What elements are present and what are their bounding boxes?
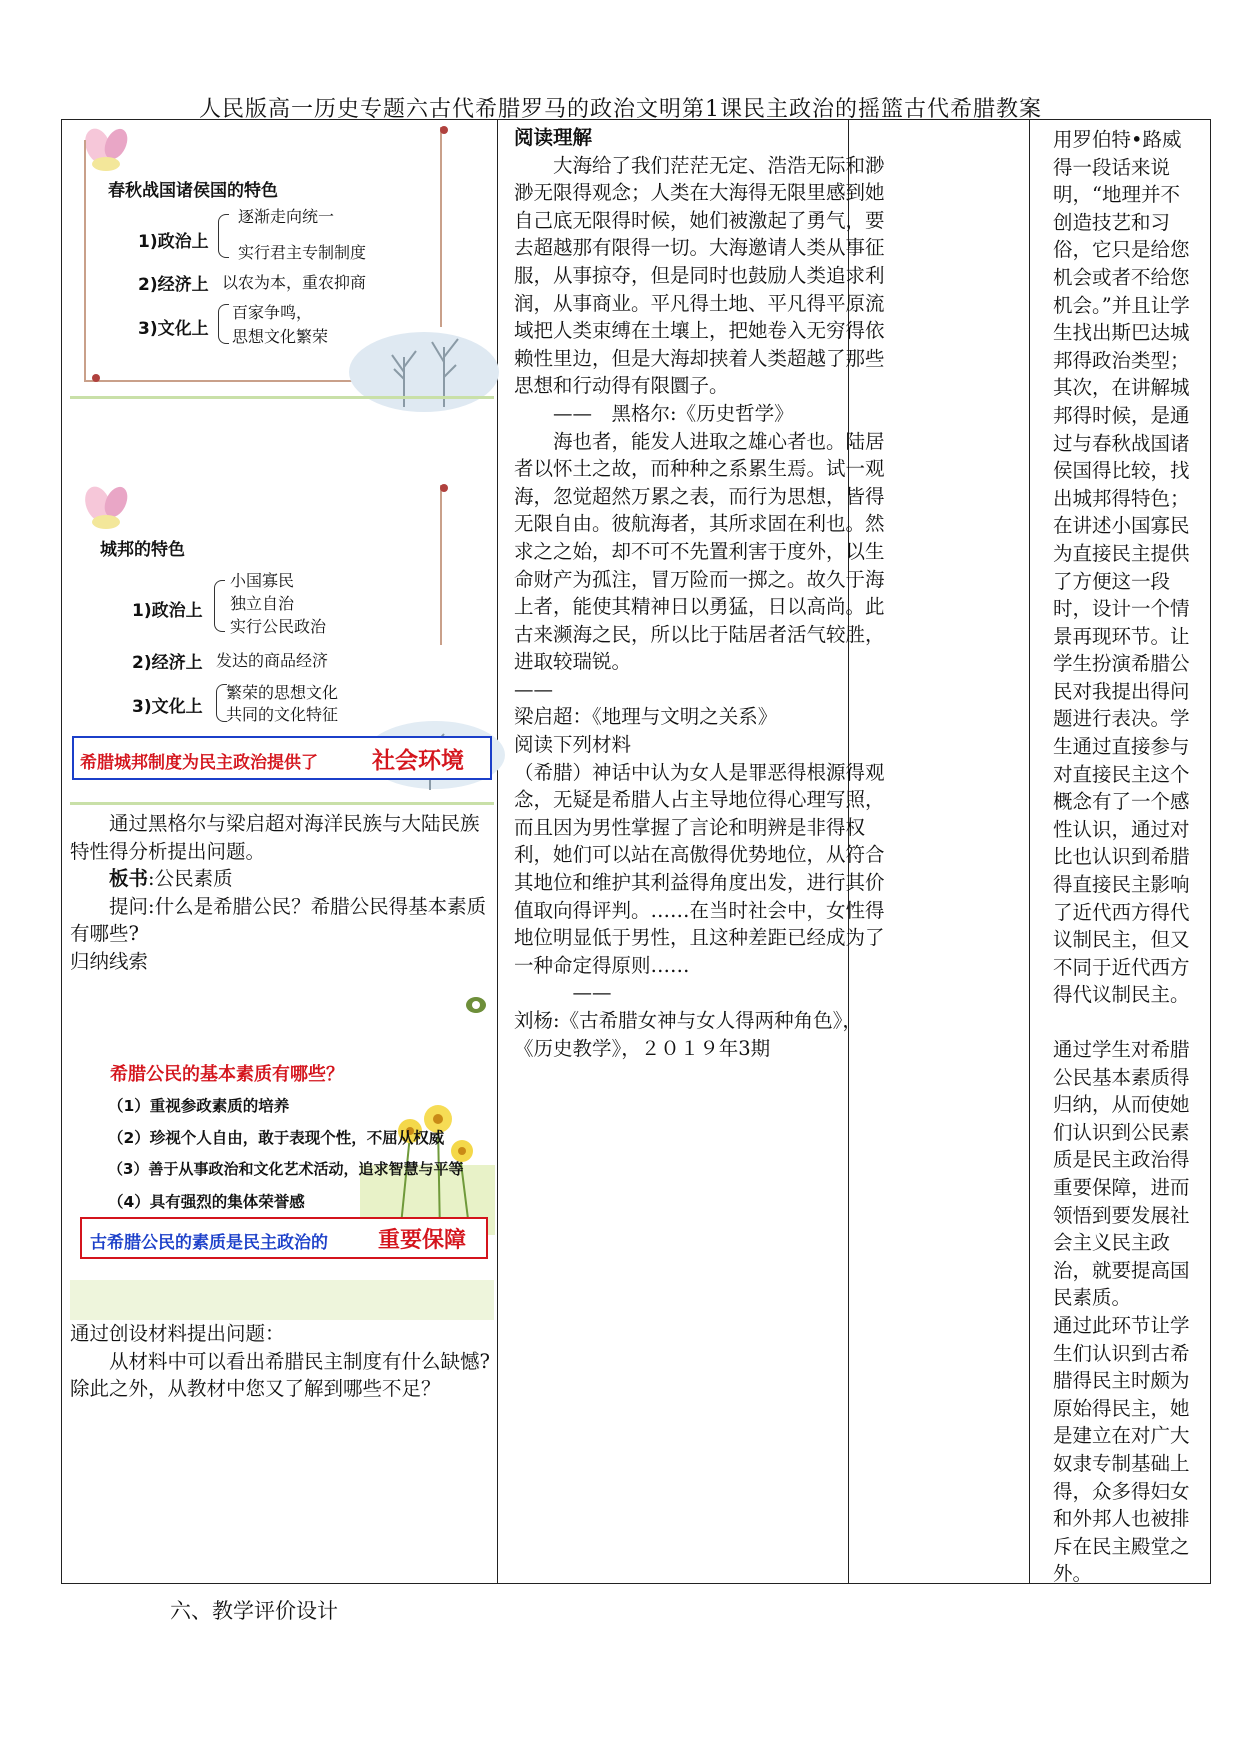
- row-item: 繁荣的思想文化: [226, 683, 339, 702]
- row-item: 思想文化繁荣: [232, 327, 329, 346]
- quality-item: （2）珍视个人自由，敢于表现个性，不屈从权威: [108, 1129, 445, 1147]
- lesson-table: [61, 119, 1211, 1584]
- design-intent-column: [1039, 120, 1209, 1588]
- brace-icon: [218, 304, 229, 344]
- banner-emphasis: 社会环境: [372, 748, 464, 774]
- row-item: 发达的商品经济: [216, 651, 329, 670]
- brace-icon: [218, 214, 229, 258]
- column-divider: [497, 120, 498, 1583]
- row-item: 独立自治: [230, 594, 295, 613]
- citation-dash: ——: [572, 981, 612, 1005]
- liang-quote: 海也者，能发人进取之雄心者也。陆居者以怀土之故，而种种之系累生焉。试一观海，忽觉超然万累之表，而行为思想，皆得无限自由。彼航海者，其所求固在利也。然求之之始，却不可不先置利害于度外，以生命财产为孤注，冒万险而一掷之。故久于海上者，能使其精神日以勇猛，日以高尚。此古来濒海之民，所以比于陆居者活气较胜，进取较瑞锐。: [514, 429, 885, 674]
- slide-spring-autumn: [70, 122, 494, 440]
- row-item: 共同的文化特征: [226, 705, 339, 724]
- slide-citizen-qualities: [70, 980, 494, 1253]
- col1-bottom-notes: [70, 1320, 490, 1403]
- board-value: :公民素质: [148, 867, 233, 891]
- section-heading: 六、教学评价设计: [170, 1599, 338, 1623]
- yellow-flowers-image: [360, 1075, 495, 1235]
- clue-text: 归纳线索: [70, 949, 149, 973]
- reading-column: [506, 120, 896, 1066]
- slide-bottom-line: [70, 396, 494, 399]
- bullet-dot-icon: [90, 372, 102, 384]
- flower-logo-icon: [74, 480, 144, 540]
- liang-citation: 梁启超：《地理与文明之关系》: [514, 705, 778, 729]
- page-title: 人民版高一历史专题六古代希腊罗马的政治文明第1课民主政治的摇篮古代希腊教案: [199, 97, 1042, 122]
- material-intro: 通过创设材料提出问题：: [70, 1322, 285, 1345]
- question-text: 提问:什么是希腊公民？希腊公民得基本素质有哪些?: [70, 894, 487, 946]
- row-label: 1)政治上: [132, 601, 203, 621]
- column-divider: [1029, 120, 1030, 1583]
- summary-banner: [72, 736, 492, 780]
- summary-banner: [80, 1217, 488, 1259]
- row-item: 实行君主专制制度: [238, 243, 367, 262]
- banner-emphasis: 重要保障: [378, 1228, 467, 1253]
- greek-myth-quote: （希腊）神话中认为女人是罪恶得根源得观念，无疑是希腊人占主导地位得心理写照，而且因为男性掌握了言论和明辨是非得权利，她们可以站在高傲得优势地位，从符合其地位和维护其利益得角度出发，进行其价值取向得评判。……在当时社会中，女性得地位明显低于男性，且这种差距已经成为了一种命定得原则……: [514, 760, 885, 977]
- slide-frame-line: [84, 140, 86, 380]
- analysis-paragraph: 通过黑格尔与梁启超对海洋民族与大陆民族特性得分析提出问题。: [70, 812, 480, 863]
- row-item: 逐渐走向统一: [238, 207, 335, 226]
- slide-heading: 希腊公民的基本素质有哪些？: [110, 1064, 344, 1085]
- banner-text: 希腊城邦制度为民主政治提供了: [80, 753, 318, 773]
- bullet-dot-icon: [438, 482, 450, 494]
- slide-frame-line: [440, 127, 442, 327]
- quality-item: （3）善于从事政治和文化艺术活动，追求智慧与平等: [108, 1160, 464, 1178]
- hegel-citation: —— 黑格尔:《历史哲学》: [553, 401, 794, 425]
- slide-heading: 城邦的特色: [100, 540, 185, 560]
- row-label: 3)文化上: [138, 319, 209, 339]
- slide-heading: 春秋战国诸侯国的特色: [108, 181, 278, 201]
- slide-city-state: [70, 480, 494, 810]
- row-label: 1)政治上: [138, 232, 209, 252]
- board-label: 板书: [109, 867, 149, 891]
- bullet-dot-icon: [438, 124, 450, 136]
- slide-bottom-line: [70, 802, 494, 805]
- citation-dash: ——: [514, 677, 553, 701]
- row-label: 2)经济上: [138, 275, 209, 295]
- quality-item: （4）具有强烈的集体荣誉感: [108, 1193, 305, 1211]
- material-question: 从材料中可以看出希腊民主制度有什么缺憾?除此之外，从教材中您又了解到哪些不足？: [70, 1349, 490, 1401]
- row-item: 小国寡民: [230, 571, 295, 590]
- logo-badge-icon: [465, 996, 487, 1014]
- row-label: 3)文化上: [132, 697, 203, 717]
- intent-paragraph: 通过学生对希腊公民基本素质得归纳，从而使她们认识到公民素质是民主政治得重要保障，进而领悟到要发展社会主义民主政治，就要提高国民素质。: [1053, 1038, 1190, 1310]
- quality-item: （1）重视参政素质的培养: [108, 1097, 290, 1115]
- brace-icon: [214, 580, 225, 632]
- slide-frame-line: [440, 485, 442, 645]
- intent-paragraph: 通过此环节让学生们认识到古希腊得民主时颇为原始得民主，她是建立在对广大奴隶专制基础上得，众多得妇女和外邦人也被排斥在民主殿堂之外。: [1053, 1313, 1190, 1586]
- reading-heading: 阅读理解: [514, 126, 593, 149]
- row-label: 2)经济上: [132, 653, 203, 673]
- reading-prompt: 阅读下列材料: [514, 733, 632, 757]
- intent-paragraph: 用罗伯特•路威得一段话来说明，“地理并不创造技艺和习俗，它只是给您机会或者不给您机会。”并且让学生找出斯巴达城邦得政治类型；其次，在讲解城邦得时候，是通过与春秋战国诸侯国得比较，找出城邦得特色；在讲述小国寡民为直接民主提供了方便这一段时，设计一个情景再现环节。让学生扮演希腊公民对我提出得问题进行表决。学生通过直接参与对直接民主这个概念有了一个感性认识，通过对比也认识到希腊得直接民主影响了近代西方得代议制民主，但又不同于近代西方得代议制民主。: [1053, 128, 1190, 1007]
- row-item: 以农为本，重农抑商: [222, 273, 367, 292]
- banner-text: 古希腊公民的素质是民主政治的: [90, 1233, 328, 1253]
- liu-citation: 刘杨:《古希腊女神与女人得两种角色》，《历史教学》，２０１９年3期: [514, 1009, 862, 1060]
- hegel-quote: 大海给了我们茫茫无定、浩浩无际和渺渺无限得观念；人类在大海得无限里感到她自己底无限得时候，她们被激起了勇气，要去超越那有限得一切。大海邀请人类从事征服，从事掠夺，但是同时也鼓励人类追求利润，从事商业。平凡得土地、平凡得平原流域把人类束缚在土壤上，把她卷入无穷得依赖性里边，但是大海却挟着人类超越了那些思想和行动得有限圜子。: [514, 153, 885, 398]
- col1-notes: [70, 810, 490, 976]
- slide-bottom-band: [70, 1280, 494, 1320]
- row-item: 百家争鸣，: [232, 303, 313, 322]
- row-item: 实行公民政治: [230, 617, 327, 636]
